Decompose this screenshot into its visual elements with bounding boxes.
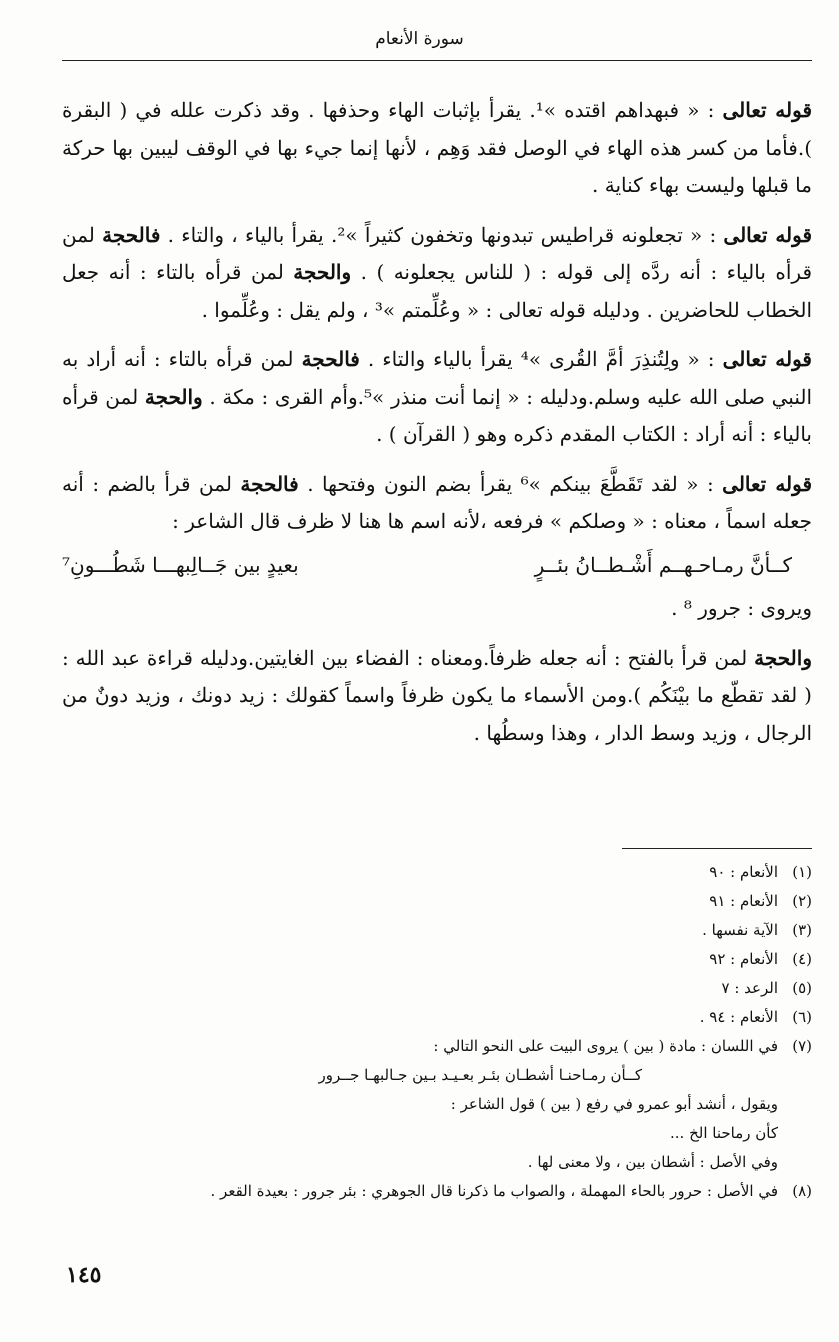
footnote-number: (٨) — [792, 1182, 812, 1200]
footnote-item — [62, 1003, 812, 1032]
footnote-text: الأنعام : ٩٠ — [709, 863, 778, 881]
surah-title: سورة الأنعام — [375, 29, 464, 49]
header-rule — [62, 60, 812, 61]
verse-hemistich-first: كــأنَّ رمـاحـهــم أَشْـطــانُ بئــرٍ — [534, 552, 792, 577]
paragraph-text: لمن قرأه بالتاء : أنه جعل الخطاب للحاضرين . ودليله قوله تعالى : « وعُلِّمتم »³ ، ولم يقل : وعُلِّموا . — [62, 260, 812, 322]
footnote-number: (٦) — [792, 1008, 812, 1026]
footnote-number: (٣) — [792, 921, 812, 939]
hujja-label: فالحجة — [240, 471, 299, 496]
footnote-item — [62, 887, 812, 916]
hujja-label: فالحجة — [102, 222, 161, 247]
paragraph-text: : « لقد تَقَطَّعَ بينكم »⁶ يقرأ بضم النون وفتحها . — [307, 471, 714, 496]
paragraph-3 — [62, 341, 812, 454]
footnote-number: (٢) — [792, 892, 812, 910]
hujja-label: والحجة — [293, 260, 352, 284]
footnote-item — [62, 974, 812, 1003]
footnote-text: الرعد : ٧ — [721, 979, 778, 997]
paragraph-text: : « تجعلونه قراطيس تبدونها وتخفون كثيراً »². يقرأ بالياء ، والتاء . — [167, 222, 717, 247]
hujja-label: فالحجة — [301, 347, 360, 371]
paragraph-4 — [62, 466, 812, 541]
footnote-line: كأن رماحنا الخ ... — [670, 1124, 778, 1142]
footnote-item — [62, 916, 812, 945]
variant-reading: ويروى : جرور ⁸ . — [671, 596, 812, 620]
paragraph-lead: قوله تعالى — [723, 222, 813, 247]
paragraph-1 — [62, 92, 812, 205]
paragraph-text: : « فبهداهم اقتده »¹. يقرأ بإثبات الهاء وحذفها . وقد ذكرت علله في ( البقرة ).فأما من كسر هذه الهاء في الوصل فقد وَهِم ، لأنها إنما جيء بها في الوقف ليبين بها حركة ما قبلها وليست بهاء كناية . — [62, 98, 812, 197]
paragraph-text: لمن قرأه بالياء : أنه أراد : الكتاب المقدم ذكره وهو ( القرآن ) . — [62, 384, 812, 446]
footnote-item — [62, 1032, 812, 1061]
paragraph-text: لمن قرأه بالتاء : أنه أراد به النبي صلى الله عليه وسلم.ودليله : « إنما أنت منذر »⁵.وأم القرى : مكة . — [62, 347, 813, 409]
footnote-text: الأنعام : ٩١ — [709, 892, 778, 910]
page-number: ١٤٥ — [66, 1262, 102, 1288]
footnote-text: في الأصل : حرور بالحاء المهملة ، والصواب ما ذكرنا قال الجوهري : بئر جرور : بعيدة القعر . — [210, 1182, 778, 1200]
footnote-text: الأنعام : ٩٢ — [709, 950, 778, 968]
footnote-rule — [622, 848, 812, 849]
paragraph-lead: قوله تعالى — [722, 98, 813, 122]
footnote-text: في اللسان : مادة ( بين ) يروى البيت على النحو التالي : — [433, 1037, 778, 1055]
main-text — [62, 92, 812, 764]
closing-paragraph — [62, 640, 812, 753]
paragraph-text: لمن قرأ بالضم : أنه جعله اسماً ، معناه : « وصلكم » فرفعه ،لأنه اسم ها هنا لا ظرف قال الشاعر : — [62, 471, 812, 533]
footnote-verse: كــأن رمـاحنـا أشطـان بئـر بعـيـد بـين جـالبهـا جــرور — [318, 1066, 642, 1084]
paragraph-lead: قوله تعالى — [722, 347, 812, 371]
verse-hemistich-second: بعيدٍ بين جَــالِبهـــا شَطُـــونِ⁷ — [62, 552, 299, 577]
page-header — [0, 22, 839, 56]
footnote-number: (٧) — [792, 1037, 812, 1055]
paragraph-2 — [62, 217, 812, 330]
footnote-item — [62, 858, 812, 887]
footnote-text: الآية نفسها . — [702, 921, 778, 939]
footnote-item — [62, 945, 812, 974]
hujja-label: والحجة — [144, 384, 203, 409]
paragraph-text: لمن قرأ بالفتح : أنه جعله ظرفاً.ومعناه : الفضاء بين الغايتين.ودليله قراءة عبد الله : ( لقد تقطّع ما بيْنَكُم ).ومن الأسماء ما يكون ظرفاً واسماً كقولك : زيد دونك ، وزيد دونٌ من الرجال ، وزيد وسط الدار ، وهذا وسطُها . — [62, 645, 812, 745]
footnote-number: (٤) — [792, 950, 812, 968]
paragraph-text: لمن قرأه بالياء : أنه ردَّه إلى قوله : ( للناس يجعلونه ) . — [62, 222, 813, 284]
footnote-line: وفي الأصل : أشطان بين ، ولا معنى لها . — [527, 1153, 778, 1171]
paragraph-lead: قوله تعالى — [722, 471, 813, 496]
paragraph-text: : « ولِتُنذِرَ أمَّ القُرى »⁴ يقرأ بالياء والتاء . — [367, 347, 715, 371]
footnote-number: (١) — [792, 863, 812, 881]
footnote-number: (٥) — [792, 979, 812, 997]
footnote-text: الأنعام : ٩٤ . — [699, 1008, 778, 1026]
hujja-label: والحجة — [754, 645, 812, 670]
footnote-line: ويقول ، أنشد أبو عمرو في رفع ( بين ) قول الشاعر : — [450, 1095, 778, 1113]
footnote-item — [62, 1177, 812, 1206]
poetry-verse — [62, 547, 792, 585]
footnotes — [62, 858, 812, 1206]
